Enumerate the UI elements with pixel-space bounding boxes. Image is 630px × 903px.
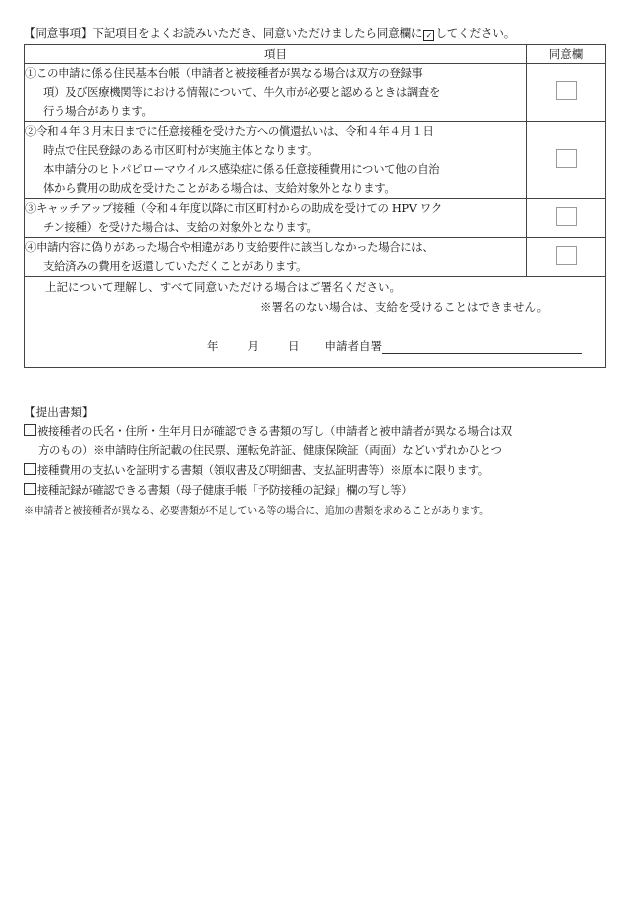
date-year-label: 年 [207, 339, 219, 353]
agree-checkbox-4[interactable] [556, 246, 577, 265]
item-line: ③キャッチアップ接種（令和４年度以降に市区町村からの助成を受けての HPV ワク [25, 201, 442, 215]
document-item-text: 接種記録が確認できる書類（母子健康手帳「予防接種の記録」欄の写し等） [37, 483, 413, 497]
consent-row-3 [25, 199, 606, 238]
item-line: チン接種）を受けた場合は、支給の対象外となります。 [43, 220, 318, 234]
item-line: 項）及び医療機関等における情報について、牛久市が必要と認めるときは調査を [43, 85, 441, 99]
agree-checkbox-2[interactable] [556, 149, 577, 168]
documents-footnote: ※申請者と被接種者が異なる、必要書類が不足している等の場合に、追加の書類を求めることがあります。 [24, 506, 489, 517]
agree-cell [527, 238, 606, 277]
item-line: ④申請内容に偽りがあった場合や相違があり支給要件に該当しなかった場合には、 [25, 240, 434, 254]
item-line: 本申請分のヒトパピローマウイルス感染症に係る任意接種費用について他の自治 [43, 162, 440, 176]
date-month-label: 月 [247, 339, 259, 353]
item-line: ②令和４年３月末日までに任意接種を受けた方への償還払いは、令和４年４月１日 [25, 124, 434, 138]
document-checkbox-2[interactable] [24, 463, 36, 475]
item-line: 支給済みの費用を返還していただくことがあります。 [43, 259, 308, 273]
consent-title-text: 【同意事項】下記項目をよくお読みいただき、同意いただけましたら同意欄に [24, 26, 423, 40]
document-item-1-continued: 方のもの）※申請時住所記載の住民票、運転免許証、健康保険証（両面）などいずれかひとつ [38, 443, 502, 457]
header-agree: 同意欄 [527, 45, 606, 64]
item-line: 時点で住民登録のある市区町村が実施主体となります。 [43, 143, 319, 157]
document-item-1 [24, 423, 512, 439]
agree-cell [527, 199, 606, 238]
consent-row-4 [25, 238, 606, 277]
signature-cell [25, 277, 606, 368]
header-item: 項目 [25, 45, 527, 64]
consent-table-header [25, 45, 606, 64]
signature-note: 上記について理解し、すべて同意いただける場合はご署名ください。 [45, 280, 402, 294]
checkbox-checked-icon: ✓ [423, 30, 434, 41]
document-item-3 [24, 482, 412, 498]
signature-row [25, 277, 606, 368]
date-day-label: 日 [288, 339, 300, 353]
signature-warning: ※署名のない場合は、支給を受けることはできません。 [260, 300, 549, 314]
signature-input-line[interactable] [382, 339, 582, 354]
signature-line-row [207, 338, 582, 354]
consent-section-title [24, 25, 515, 41]
item-line: ①この申請に係る住民基本台帳（申請者と被接種者が異なる場合は双方の登録事 [25, 66, 423, 80]
item-line: 行う場合があります。 [43, 104, 153, 118]
agree-checkbox-3[interactable] [556, 207, 577, 226]
item-line: 体から費用の助成を受けたことがある場合は、支給対象外となります。 [43, 181, 396, 195]
consent-item-text [25, 238, 527, 277]
document-item-text: 被接種者の氏名・住所・生年月日が確認できる書類の写し（申請者と被申請者が異なる場合は双 [37, 424, 512, 438]
agree-checkbox-1[interactable] [556, 81, 577, 100]
documents-section-title: 【提出書類】 [24, 405, 94, 419]
consent-item-text [25, 199, 527, 238]
signer-label: 申請者自署 [324, 339, 382, 353]
document-item-text: 接種費用の支払いを証明する書類（領収書及び明細書、支払証明書等）※原本に限ります。 [37, 463, 489, 477]
consent-title-suffix: してください。 [435, 26, 516, 40]
document-checkbox-1[interactable] [24, 424, 36, 436]
document-item-2 [24, 462, 489, 478]
consent-row-1 [25, 64, 606, 122]
agree-cell [527, 64, 606, 122]
agree-cell [527, 122, 606, 199]
document-checkbox-3[interactable] [24, 483, 36, 495]
consent-table [24, 44, 606, 368]
consent-item-text [25, 122, 527, 199]
consent-row-2 [25, 122, 606, 199]
consent-item-text [25, 64, 527, 122]
